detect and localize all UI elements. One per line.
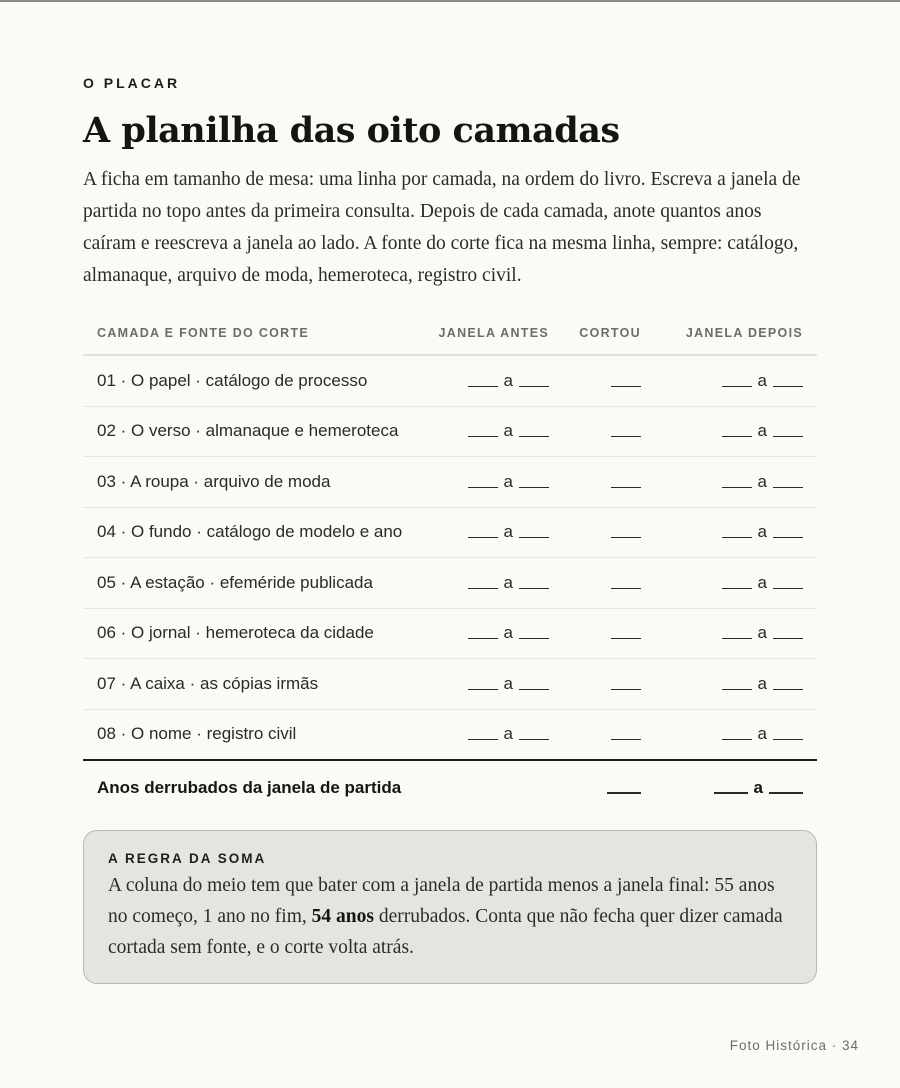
window-before-cell bbox=[423, 406, 563, 457]
window-after-start-blank[interactable] bbox=[722, 689, 752, 690]
column-header-window-after: JANELA DEPOIS bbox=[655, 312, 817, 355]
window-after-end-blank[interactable] bbox=[773, 638, 803, 639]
window-before-cell bbox=[423, 457, 563, 508]
layer-label: 08 · O nome · registro civil bbox=[83, 709, 423, 760]
cut-cell bbox=[563, 406, 655, 457]
window-before-cell bbox=[423, 558, 563, 609]
cut-blank[interactable] bbox=[611, 386, 641, 387]
cut-blank[interactable] bbox=[611, 739, 641, 740]
cut-cell bbox=[563, 507, 655, 558]
table-header-row bbox=[83, 312, 817, 355]
window-before-end-blank[interactable] bbox=[519, 487, 549, 488]
layers-table bbox=[83, 312, 817, 815]
window-after-cell bbox=[655, 507, 817, 558]
range-separator: a bbox=[503, 421, 513, 441]
total-cut-blank[interactable] bbox=[607, 792, 641, 794]
section-label: O PLACAR bbox=[83, 75, 181, 91]
window-before-end-blank[interactable] bbox=[519, 588, 549, 589]
range-separator: a bbox=[757, 673, 767, 693]
window-after-end-blank[interactable] bbox=[773, 739, 803, 740]
cut-cell bbox=[563, 608, 655, 659]
window-after-cell bbox=[655, 659, 817, 710]
table-row bbox=[83, 507, 817, 558]
total-row bbox=[83, 760, 817, 815]
range-separator: a bbox=[757, 471, 767, 491]
cut-blank[interactable] bbox=[611, 638, 641, 639]
window-after-end-blank[interactable] bbox=[773, 689, 803, 690]
range-separator: a bbox=[753, 778, 763, 797]
intro-paragraph: A ficha em tamanho de mesa: uma linha por camada, na ordem do livro. Escreva a janela de partida no topo antes da primeira consulta. Depois de cada camada, anote quantos anos caíram e reescreva a janela ao lado. A fonte do corte fica na mesma linha, sempre: catálogo, almanaque, arquivo de moda, hemeroteca, registro civil. bbox=[83, 169, 801, 286]
cut-cell bbox=[563, 659, 655, 710]
window-before-end-blank[interactable] bbox=[519, 638, 549, 639]
total-window-start-blank[interactable] bbox=[714, 792, 748, 794]
window-before-end-blank[interactable] bbox=[519, 436, 549, 437]
cut-blank[interactable] bbox=[611, 487, 641, 488]
window-before-end-blank[interactable] bbox=[519, 739, 549, 740]
table-row bbox=[83, 457, 817, 508]
cut-blank[interactable] bbox=[611, 436, 641, 437]
window-before-end-blank[interactable] bbox=[519, 386, 549, 387]
range-separator: a bbox=[503, 724, 513, 744]
layer-label: 07 · A caixa · as cópias irmãs bbox=[83, 659, 423, 710]
layer-label: 04 · O fundo · catálogo de modelo e ano bbox=[83, 507, 423, 558]
cut-cell bbox=[563, 558, 655, 609]
window-before-start-blank[interactable] bbox=[468, 689, 498, 690]
window-before-start-blank[interactable] bbox=[468, 487, 498, 488]
window-after-cell bbox=[655, 558, 817, 609]
range-separator: a bbox=[757, 724, 767, 744]
layer-label: 06 · O jornal · hemeroteca da cidade bbox=[83, 608, 423, 659]
range-separator: a bbox=[503, 673, 513, 693]
window-after-end-blank[interactable] bbox=[773, 537, 803, 538]
range-separator: a bbox=[757, 522, 767, 542]
window-after-end-blank[interactable] bbox=[773, 386, 803, 387]
range-separator: a bbox=[503, 522, 513, 542]
table-row bbox=[83, 659, 817, 710]
layer-label: 02 · O verso · almanaque e hemeroteca bbox=[83, 406, 423, 457]
cut-cell bbox=[563, 355, 655, 406]
callout-label: A REGRA DA SOMA bbox=[108, 851, 267, 866]
window-after-end-blank[interactable] bbox=[773, 487, 803, 488]
column-header-cut: CORTOU bbox=[563, 312, 655, 355]
table-row bbox=[83, 608, 817, 659]
window-before-cell bbox=[423, 608, 563, 659]
range-separator: a bbox=[503, 623, 513, 643]
total-cut-cell bbox=[563, 760, 655, 815]
window-before-start-blank[interactable] bbox=[468, 739, 498, 740]
window-before-end-blank[interactable] bbox=[519, 537, 549, 538]
window-before-cell bbox=[423, 507, 563, 558]
table-row bbox=[83, 558, 817, 609]
window-after-start-blank[interactable] bbox=[722, 386, 752, 387]
cut-cell bbox=[563, 709, 655, 760]
sum-rule-callout bbox=[83, 830, 817, 984]
window-before-start-blank[interactable] bbox=[468, 537, 498, 538]
window-after-start-blank[interactable] bbox=[722, 638, 752, 639]
total-window-cell bbox=[655, 760, 817, 815]
range-separator: a bbox=[503, 572, 513, 592]
range-separator: a bbox=[503, 471, 513, 491]
window-after-cell bbox=[655, 355, 817, 406]
column-header-layer: CAMADA E FONTE DO CORTE bbox=[83, 312, 423, 355]
window-before-end-blank[interactable] bbox=[519, 689, 549, 690]
window-before-start-blank[interactable] bbox=[468, 638, 498, 639]
range-separator: a bbox=[503, 370, 513, 390]
window-before-start-blank[interactable] bbox=[468, 386, 498, 387]
table-row bbox=[83, 709, 817, 760]
cut-blank[interactable] bbox=[611, 537, 641, 538]
layer-label: 03 · A roupa · arquivo de moda bbox=[83, 457, 423, 508]
range-separator: a bbox=[757, 623, 767, 643]
total-window-end-blank[interactable] bbox=[769, 792, 803, 794]
window-after-start-blank[interactable] bbox=[722, 537, 752, 538]
window-after-cell bbox=[655, 709, 817, 760]
window-after-start-blank[interactable] bbox=[722, 487, 752, 488]
total-label: Anos derrubados da janela de partida bbox=[97, 778, 402, 797]
window-after-end-blank[interactable] bbox=[773, 436, 803, 437]
cut-blank[interactable] bbox=[611, 588, 641, 589]
table-row bbox=[83, 406, 817, 457]
window-after-start-blank[interactable] bbox=[722, 739, 752, 740]
cut-cell bbox=[563, 457, 655, 508]
window-after-cell bbox=[655, 457, 817, 508]
range-separator: a bbox=[757, 572, 767, 592]
page-title: A planilha das oito camadas bbox=[83, 110, 620, 151]
window-after-end-blank[interactable] bbox=[773, 588, 803, 589]
cut-blank[interactable] bbox=[611, 689, 641, 690]
callout-text bbox=[108, 870, 792, 963]
window-before-cell bbox=[423, 355, 563, 406]
callout-text-start: A coluna do meio tem que bater com a janela de partida menos a janela final: 55 anos no começo, 1 ano no fim, bbox=[108, 875, 775, 927]
range-separator: a bbox=[757, 421, 767, 441]
table-row bbox=[83, 355, 817, 406]
window-before-start-blank[interactable] bbox=[468, 436, 498, 437]
window-after-start-blank[interactable] bbox=[722, 588, 752, 589]
page-footer: Foto Histórica · 34 bbox=[729, 1038, 859, 1053]
window-after-start-blank[interactable] bbox=[722, 436, 752, 437]
window-before-start-blank[interactable] bbox=[468, 588, 498, 589]
layer-label: 01 · O papel · catálogo de processo bbox=[83, 355, 423, 406]
range-separator: a bbox=[757, 370, 767, 390]
window-after-cell bbox=[655, 406, 817, 457]
window-after-cell bbox=[655, 608, 817, 659]
callout-text-bold: 54 anos bbox=[311, 906, 374, 927]
layer-label: 05 · A estação · efeméride publicada bbox=[83, 558, 423, 609]
window-before-cell bbox=[423, 659, 563, 710]
window-before-cell bbox=[423, 709, 563, 760]
column-header-window-before: JANELA ANTES bbox=[423, 312, 563, 355]
callout-text-end: derrubados. Conta que não fecha quer dizer camada cortada sem fonte, e o corte volta atrás. bbox=[108, 906, 783, 958]
